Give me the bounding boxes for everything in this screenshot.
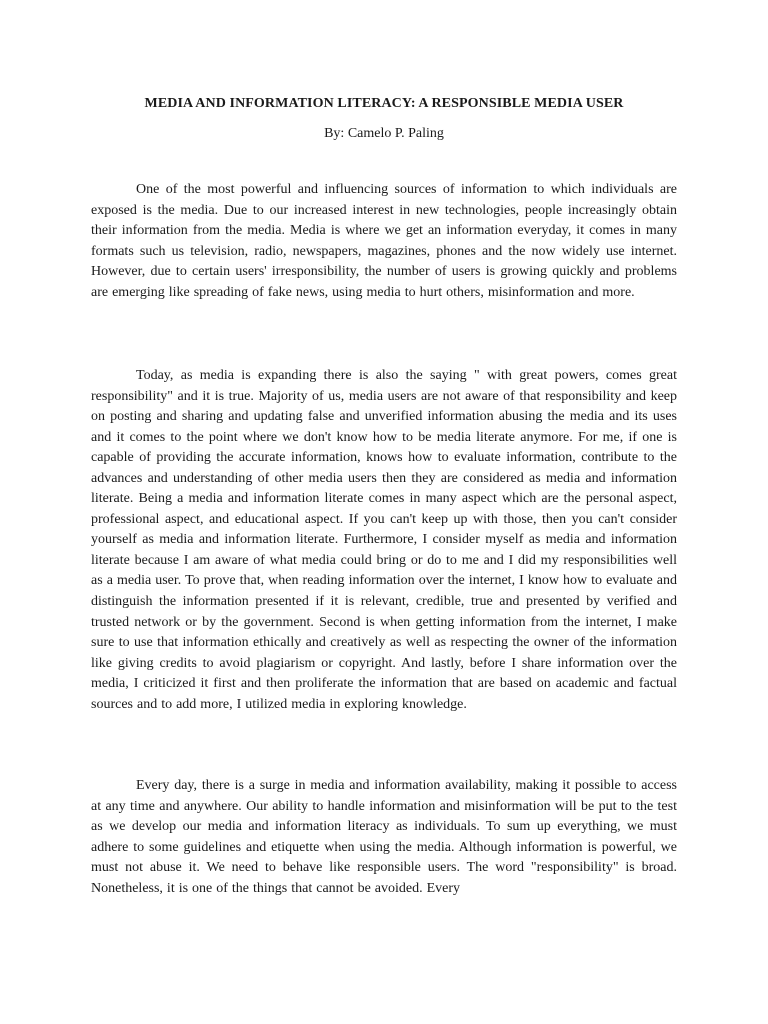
paragraph-3: Every day, there is a surge in media and information availability, making it possible to access at any time and anywhere. Our ability to handle information and misinformation will be put to the test as we develop our media and information literacy as individuals. To sum up everything, we must adhere to some guidelines and etiquette when using the media. Although information is powerful, we must not abuse it. We need to behave like responsible users. The word "responsibility" is broad. Nonetheless, it is one of the things that cannot be avoided. Every: [91, 778, 677, 896]
author-byline: By: Camelo P. Paling: [324, 126, 444, 141]
paragraph-1: One of the most powerful and influencing sources of information to which individuals are exposed is the media. Due to our increased interest in new technologies, people increasingly obtain their information from the media. Media is where we get an information everyday, it comes in many formats such us television, radio, newspapers, magazines, phones and the now widely use internet. However, due to certain users' irresponsibility, the number of users is growing quickly and problems are emerging like spreading of fake news, using media to hurt others, misinformation and more.: [91, 182, 677, 300]
document-title: MEDIA AND INFORMATION LITERACY: A RESPONSIBLE MEDIA USER: [144, 96, 624, 111]
paragraph-2: Today, as media is expanding there is also the saying " with great powers, comes great responsibility" and it is true. Majority of us, media users are not aware of that responsibility and keep on posting and sharing and updating false and unverified information abusing the media and its uses and it comes to the point where we don't know how to be media literate anymore. For me, if one is capable of providing the accurate information, knows how to evaluate information, contribute to the advances and understanding of other media users then they are considered as media and information literate. Being a media and information literate comes in many aspect which are the personal aspect, professional aspect, and educational aspect. If you can't keep up with those, then you can't consider yourself as media and information literate. Furthermore, I consider myself as media and information literate because I am aware of what media could bring or do to me and I did my responsibilities well as a media user. To prove that, when reading information over the internet, I know how to evaluate and distinguish the information presented if it is relevant, credible, true and presented by verified and trusted network or by the government. Second is when getting information from the internet, I make sure to use that information ethically and creatively as well as respecting the owner of the information like giving credits to avoid plagiarism or copyright. And lastly, before I share information over the media, I criticized it first and then proliferate the information that are based on academic and factual sources and to add more, I utilized media in exploring knowledge.: [91, 368, 677, 712]
